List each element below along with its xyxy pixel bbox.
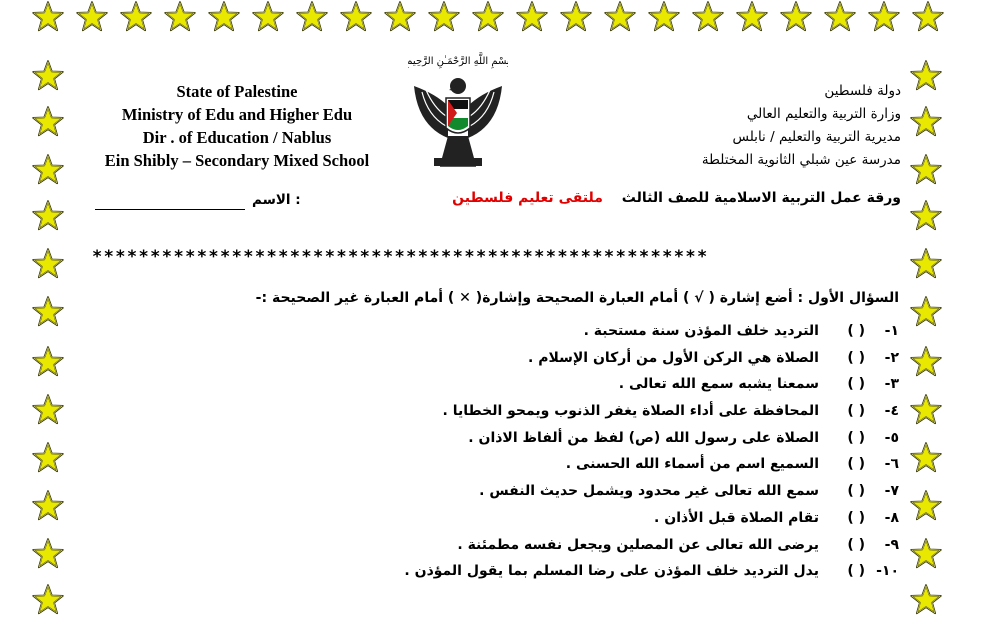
- star-border-icon: [515, 0, 549, 34]
- item-number: ١-: [884, 323, 899, 339]
- star-border-icon: [31, 199, 65, 233]
- item-number: ٦-: [884, 456, 899, 473]
- item-number: ٢-: [884, 349, 899, 366]
- item-text: يدل الترديد خلف المؤذن على رضا المسلم بما يقول المؤذن .: [404, 563, 819, 580]
- star-border-icon: [603, 0, 637, 34]
- list-item: [339, 505, 899, 532]
- answer-parentheses[interactable]: ( ): [847, 456, 865, 473]
- header-arabic: [601, 80, 901, 172]
- star-border-icon: [559, 0, 593, 34]
- item-number: ٥-: [884, 429, 899, 446]
- star-border-icon: [691, 0, 725, 34]
- star-border-icon: [779, 0, 813, 34]
- star-border-icon: [427, 0, 461, 34]
- star-border-icon: [163, 0, 197, 34]
- header-ar-line: دولة فلسطين: [824, 83, 901, 99]
- star-border-icon: [31, 153, 65, 187]
- list-item: [339, 371, 899, 398]
- star-border-icon: [31, 105, 65, 139]
- forum-name: ملتقى تعليم فلسطين: [452, 190, 603, 206]
- question-one-prompt: السؤال الأول : أضع إشارة ( √ ) أمام العبارة الصحيحة وإشارة( ✕ ) أمام العبارة غير الصحيحة :-: [255, 290, 899, 306]
- star-border-icon: [911, 0, 945, 34]
- student-name-label: الاسم :: [252, 192, 301, 208]
- item-text: السميع اسم من أسماء الله الحسنى .: [565, 456, 819, 473]
- header-ar-line: وزارة التربية والتعليم العالي: [746, 106, 901, 122]
- item-text: يرضى الله تعالى عن المصلين ويجعل نفسه مطمئنة .: [457, 536, 819, 553]
- star-border-icon: [647, 0, 681, 34]
- star-border-icon: [31, 583, 65, 617]
- star-border-icon: [909, 295, 943, 329]
- list-item: [339, 345, 899, 372]
- item-number: ١٠-: [876, 563, 899, 580]
- list-item: [339, 398, 899, 425]
- list-item: [339, 318, 899, 345]
- item-text: سمعنا يشبه سمع الله تعالى .: [618, 376, 819, 393]
- star-border-icon: [31, 0, 65, 34]
- star-border-icon: [207, 0, 241, 34]
- item-text: تقام الصلاة قبل الأذان .: [654, 509, 819, 526]
- star-border-icon: [909, 345, 943, 379]
- header-ar-line: مدرسة عين شبلي الثانوية المختلطة: [701, 152, 901, 168]
- star-border-icon: [75, 0, 109, 34]
- item-text: الترديد خلف المؤذن سنة مستحبة .: [583, 323, 819, 339]
- item-number: ٩-: [884, 536, 899, 553]
- star-border-icon: [383, 0, 417, 34]
- header-en-line: Ein Shibly – Secondary Mixed School: [104, 151, 370, 170]
- worksheet-title: [452, 190, 901, 206]
- header-en-line: Ministry of Edu and Higher Edu: [121, 105, 353, 124]
- star-border-icon: [909, 441, 943, 475]
- asterisk-divider: *****************************************************: [92, 247, 709, 267]
- header-en-line: Dir . of Education / Nablus: [142, 128, 332, 147]
- item-number: ٨-: [884, 509, 899, 526]
- answer-parentheses[interactable]: ( ): [847, 509, 865, 526]
- emblem-graphic: [408, 46, 508, 176]
- statement-list: [339, 318, 899, 585]
- basmala-calligraphy: بِسْمِ اللَّهِ الرَّحْمَـٰنِ الرَّحِيمِ: [408, 56, 508, 67]
- star-border-icon: [909, 247, 943, 281]
- answer-parentheses[interactable]: ( ): [847, 376, 865, 393]
- star-border-icon: [909, 393, 943, 427]
- star-border-icon: [31, 295, 65, 329]
- star-border-icon: [909, 199, 943, 233]
- star-border-icon: [251, 0, 285, 34]
- star-border-icon: [909, 489, 943, 523]
- list-item: [339, 451, 899, 478]
- star-border-icon: [471, 0, 505, 34]
- list-item: [339, 425, 899, 452]
- star-border-icon: [867, 0, 901, 34]
- item-text: سمع الله تعالى غير محدود ويشمل حديث النفس .: [479, 483, 819, 500]
- star-border-icon: [31, 345, 65, 379]
- answer-parentheses[interactable]: ( ): [847, 483, 865, 500]
- answer-parentheses[interactable]: ( ): [847, 403, 865, 420]
- star-border-icon: [31, 247, 65, 281]
- star-border-icon: [339, 0, 373, 34]
- star-border-icon: [31, 393, 65, 427]
- answer-parentheses[interactable]: ( ): [847, 323, 865, 339]
- item-text: الصلاة هي الركن الأول من أركان الإسلام .: [528, 349, 819, 366]
- answer-parentheses[interactable]: ( ): [847, 429, 865, 446]
- answer-parentheses[interactable]: ( ): [847, 563, 865, 580]
- star-border-icon: [31, 59, 65, 93]
- answer-parentheses[interactable]: ( ): [847, 349, 865, 366]
- header-en-line: State of Palestine: [176, 82, 298, 101]
- item-number: ٤-: [884, 403, 899, 420]
- star-border-icon: [909, 153, 943, 187]
- star-border-icon: [295, 0, 329, 34]
- item-text: الصلاة على رسول الله (ص) لفظ من ألفاظ الاذان .: [468, 429, 819, 446]
- list-item: [339, 532, 899, 559]
- item-text: المحافظة على أداء الصلاة يغفر الذنوب ويمحو الخطايا .: [442, 403, 819, 420]
- star-border-icon: [909, 105, 943, 139]
- star-border-icon: [31, 489, 65, 523]
- star-border-icon: [31, 537, 65, 571]
- star-border-icon: [823, 0, 857, 34]
- header-ar-line: مديرية التربية والتعليم / نابلس: [732, 129, 901, 145]
- star-border-icon: [909, 59, 943, 93]
- star-border-icon: [735, 0, 769, 34]
- palestine-eagle-emblem: [408, 46, 508, 176]
- star-border-icon: [119, 0, 153, 34]
- star-border-icon: [909, 537, 943, 571]
- star-border-icon: [909, 583, 943, 617]
- item-number: ٣-: [884, 376, 899, 393]
- list-item: [339, 558, 899, 585]
- star-border-icon: [31, 441, 65, 475]
- list-item: [339, 478, 899, 505]
- worksheet-title-text: ورقة عمل التربية الاسلامية للصف الثالث: [621, 190, 901, 206]
- student-name-line[interactable]: [95, 209, 245, 210]
- item-number: ٧-: [884, 483, 899, 500]
- answer-parentheses[interactable]: ( ): [847, 536, 865, 553]
- header-english: [72, 80, 402, 172]
